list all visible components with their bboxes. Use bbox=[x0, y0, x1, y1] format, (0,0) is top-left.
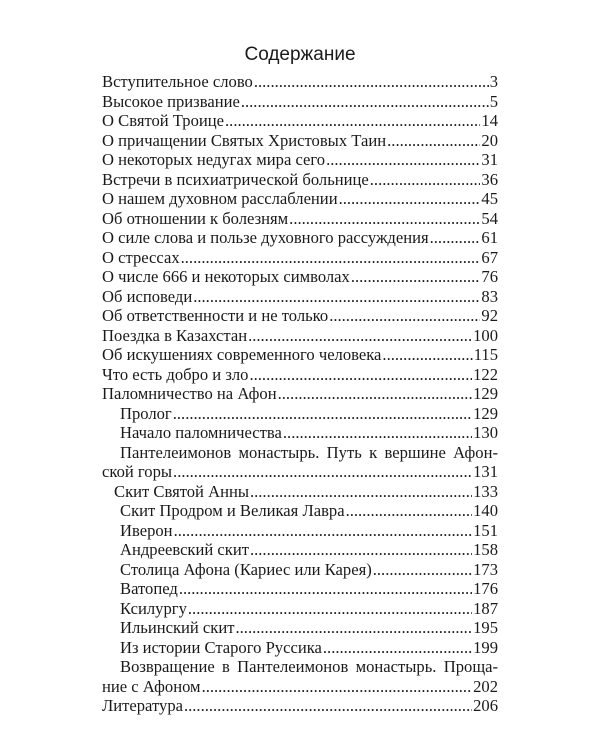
toc-entry-page: 187 bbox=[473, 598, 498, 618]
dot-leader bbox=[179, 579, 472, 599]
toc-entry-title: Встречи в психиатрической больнице bbox=[102, 169, 369, 189]
toc-entry[interactable] bbox=[102, 404, 498, 424]
toc-entry[interactable] bbox=[102, 657, 498, 696]
dot-leader bbox=[181, 248, 481, 268]
toc-entry-title: Иверон bbox=[120, 520, 173, 540]
dot-leader bbox=[326, 150, 480, 170]
table-of-contents bbox=[102, 72, 498, 716]
toc-entry[interactable] bbox=[102, 540, 498, 560]
toc-entry[interactable] bbox=[102, 521, 498, 541]
dot-leader bbox=[430, 228, 481, 248]
toc-entry-title: Об ответственности и не только bbox=[102, 306, 329, 325]
toc-entry-title: О силе слова и пользе духовного рассуждения bbox=[102, 228, 429, 247]
toc-entry-page: 151 bbox=[473, 520, 498, 540]
toc-entry-page: 130 bbox=[473, 423, 498, 442]
toc-entry-page: 76 bbox=[481, 267, 498, 286]
toc-entry-page: 176 bbox=[473, 579, 498, 598]
toc-entry-title: Пролог bbox=[120, 403, 172, 423]
toc-entry[interactable] bbox=[102, 189, 498, 209]
toc-entry-title: Об отношении к болезням bbox=[102, 208, 289, 228]
toc-entry-page: 202 bbox=[473, 676, 498, 696]
dot-leader bbox=[339, 189, 481, 209]
dot-leader bbox=[249, 365, 472, 385]
toc-entry-page: 173 bbox=[473, 559, 498, 579]
toc-entry-title: Ватопед bbox=[120, 579, 178, 598]
toc-entry-title: Паломничество на Афон bbox=[102, 384, 277, 403]
toc-entry-title-line2: ние с Афоном bbox=[102, 676, 201, 696]
toc-entry[interactable] bbox=[102, 638, 498, 658]
toc-entry-title: Поездка в Казахстан bbox=[102, 325, 248, 345]
dot-leader bbox=[174, 521, 473, 541]
toc-entry-page: 3 bbox=[489, 72, 498, 91]
toc-entry-page: 100 bbox=[473, 325, 498, 345]
dot-leader bbox=[225, 111, 480, 131]
toc-entry[interactable] bbox=[102, 267, 498, 287]
dot-leader bbox=[241, 92, 489, 112]
toc-entry-page: 14 bbox=[481, 111, 498, 130]
dot-leader bbox=[173, 404, 472, 424]
toc-entry-title-line1: Возвращение в Пантелеимонов монастырь. Проща- bbox=[120, 657, 498, 676]
toc-entry-page: 92 bbox=[481, 306, 498, 325]
toc-entry-page: 115 bbox=[473, 345, 498, 364]
toc-entry[interactable] bbox=[102, 248, 498, 268]
toc-entry[interactable] bbox=[102, 501, 498, 521]
toc-entry-page: 129 bbox=[473, 384, 498, 403]
toc-entry-page: 83 bbox=[481, 286, 498, 306]
dot-leader bbox=[373, 560, 472, 580]
toc-entry-title: Скит Продром и Великая Лавра bbox=[120, 501, 345, 520]
dot-leader bbox=[382, 345, 472, 365]
toc-entry-page: 5 bbox=[489, 91, 498, 111]
toc-entry-page: 20 bbox=[481, 130, 498, 150]
toc-entry-title: Начало паломничества bbox=[120, 423, 282, 442]
toc-entry-title: Высокое призвание bbox=[102, 91, 240, 111]
toc-entry[interactable] bbox=[102, 423, 498, 443]
toc-entry-title: Ксилургу bbox=[120, 598, 187, 618]
dot-leader bbox=[184, 696, 472, 716]
toc-entry[interactable] bbox=[102, 482, 498, 502]
toc-entry-title: О причащении Святых Христовых Таин bbox=[102, 130, 387, 150]
dot-leader bbox=[188, 599, 472, 619]
dot-leader bbox=[370, 170, 481, 190]
toc-entry[interactable] bbox=[102, 326, 498, 346]
toc-entry-page: 36 bbox=[481, 169, 498, 189]
toc-entry[interactable] bbox=[102, 560, 498, 580]
toc-entry-page: 199 bbox=[473, 637, 498, 657]
toc-entry-title: О числе 666 и некоторых символах bbox=[102, 267, 350, 286]
toc-entry-title: Из истории Старого Руссика bbox=[120, 637, 322, 657]
toc-entry[interactable] bbox=[102, 345, 498, 365]
toc-entry[interactable] bbox=[102, 365, 498, 385]
dot-leader bbox=[323, 638, 472, 658]
toc-entry[interactable] bbox=[102, 384, 498, 404]
toc-entry[interactable] bbox=[102, 150, 498, 170]
toc-entry-title-line2: ской горы bbox=[102, 462, 173, 481]
toc-entry[interactable] bbox=[102, 287, 498, 307]
toc-entry[interactable] bbox=[102, 443, 498, 482]
toc-entry[interactable] bbox=[102, 228, 498, 248]
toc-entry-title: Скит Святой Анны bbox=[114, 481, 249, 501]
toc-entry[interactable] bbox=[102, 72, 498, 92]
dot-leader bbox=[329, 306, 480, 326]
toc-entry-title: Что есть добро и зло bbox=[102, 364, 249, 384]
toc-entry-title: Ильинский скит bbox=[120, 618, 235, 637]
dot-leader bbox=[346, 501, 473, 521]
toc-entry-page: 129 bbox=[473, 403, 498, 423]
toc-entry-title: Литература bbox=[102, 696, 183, 715]
toc-entry-page: 67 bbox=[481, 247, 498, 267]
toc-entry-page: 131 bbox=[473, 462, 498, 481]
toc-entry-page: 195 bbox=[473, 618, 498, 637]
dot-leader bbox=[278, 384, 473, 404]
toc-entry[interactable] bbox=[102, 599, 498, 619]
toc-entry-title-line1: Пантелеимонов монастырь. Путь к вершине Афон- bbox=[120, 442, 498, 462]
toc-entry[interactable] bbox=[102, 111, 498, 131]
toc-entry-title: Об искушениях современного человека bbox=[102, 345, 382, 364]
dot-leader bbox=[351, 267, 481, 287]
toc-entry[interactable] bbox=[102, 170, 498, 190]
toc-entry[interactable] bbox=[102, 618, 498, 638]
toc-entry[interactable] bbox=[102, 306, 498, 326]
toc-entry-page: 45 bbox=[481, 189, 498, 208]
toc-entry-title: О стрессах bbox=[102, 247, 180, 267]
toc-entry-page: 61 bbox=[481, 228, 498, 247]
dot-leader bbox=[193, 287, 480, 307]
dot-leader bbox=[202, 677, 473, 697]
toc-entry-title: О нашем духовном расслаблении bbox=[102, 189, 338, 208]
toc-entry-page: 54 bbox=[481, 208, 498, 228]
toc-entry-page: 122 bbox=[473, 364, 498, 384]
dot-leader bbox=[283, 423, 472, 443]
toc-entry-title: Вступительное слово bbox=[102, 72, 253, 91]
dot-leader bbox=[248, 326, 472, 346]
dot-leader bbox=[387, 131, 480, 151]
toc-entry[interactable] bbox=[102, 209, 498, 229]
dot-leader bbox=[250, 540, 472, 560]
toc-entry[interactable] bbox=[102, 579, 498, 599]
dot-leader bbox=[289, 209, 480, 229]
dot-leader bbox=[250, 482, 472, 502]
dot-leader bbox=[254, 72, 489, 92]
toc-entry-page: 206 bbox=[473, 696, 498, 715]
page-title: Содержание bbox=[244, 44, 356, 65]
toc-entry[interactable] bbox=[102, 92, 498, 112]
toc-entry-page: 31 bbox=[481, 150, 498, 169]
toc-entry-title: Столица Афона (Кариес или Карея) bbox=[120, 559, 372, 579]
toc-entry-page: 158 bbox=[473, 540, 498, 559]
toc-entry-title: Об исповеди bbox=[102, 286, 193, 306]
toc-entry-page: 133 bbox=[473, 481, 498, 501]
toc-entry-title: О Святой Троице bbox=[102, 111, 225, 130]
toc-entry-page: 140 bbox=[473, 501, 498, 520]
toc-entry[interactable] bbox=[102, 696, 498, 716]
toc-entry[interactable] bbox=[102, 131, 498, 151]
dot-leader bbox=[173, 462, 472, 482]
dot-leader bbox=[236, 618, 473, 638]
toc-entry-title: О некоторых недугах мира сего bbox=[102, 150, 326, 169]
toc-entry-title: Андреевский скит bbox=[120, 540, 249, 559]
